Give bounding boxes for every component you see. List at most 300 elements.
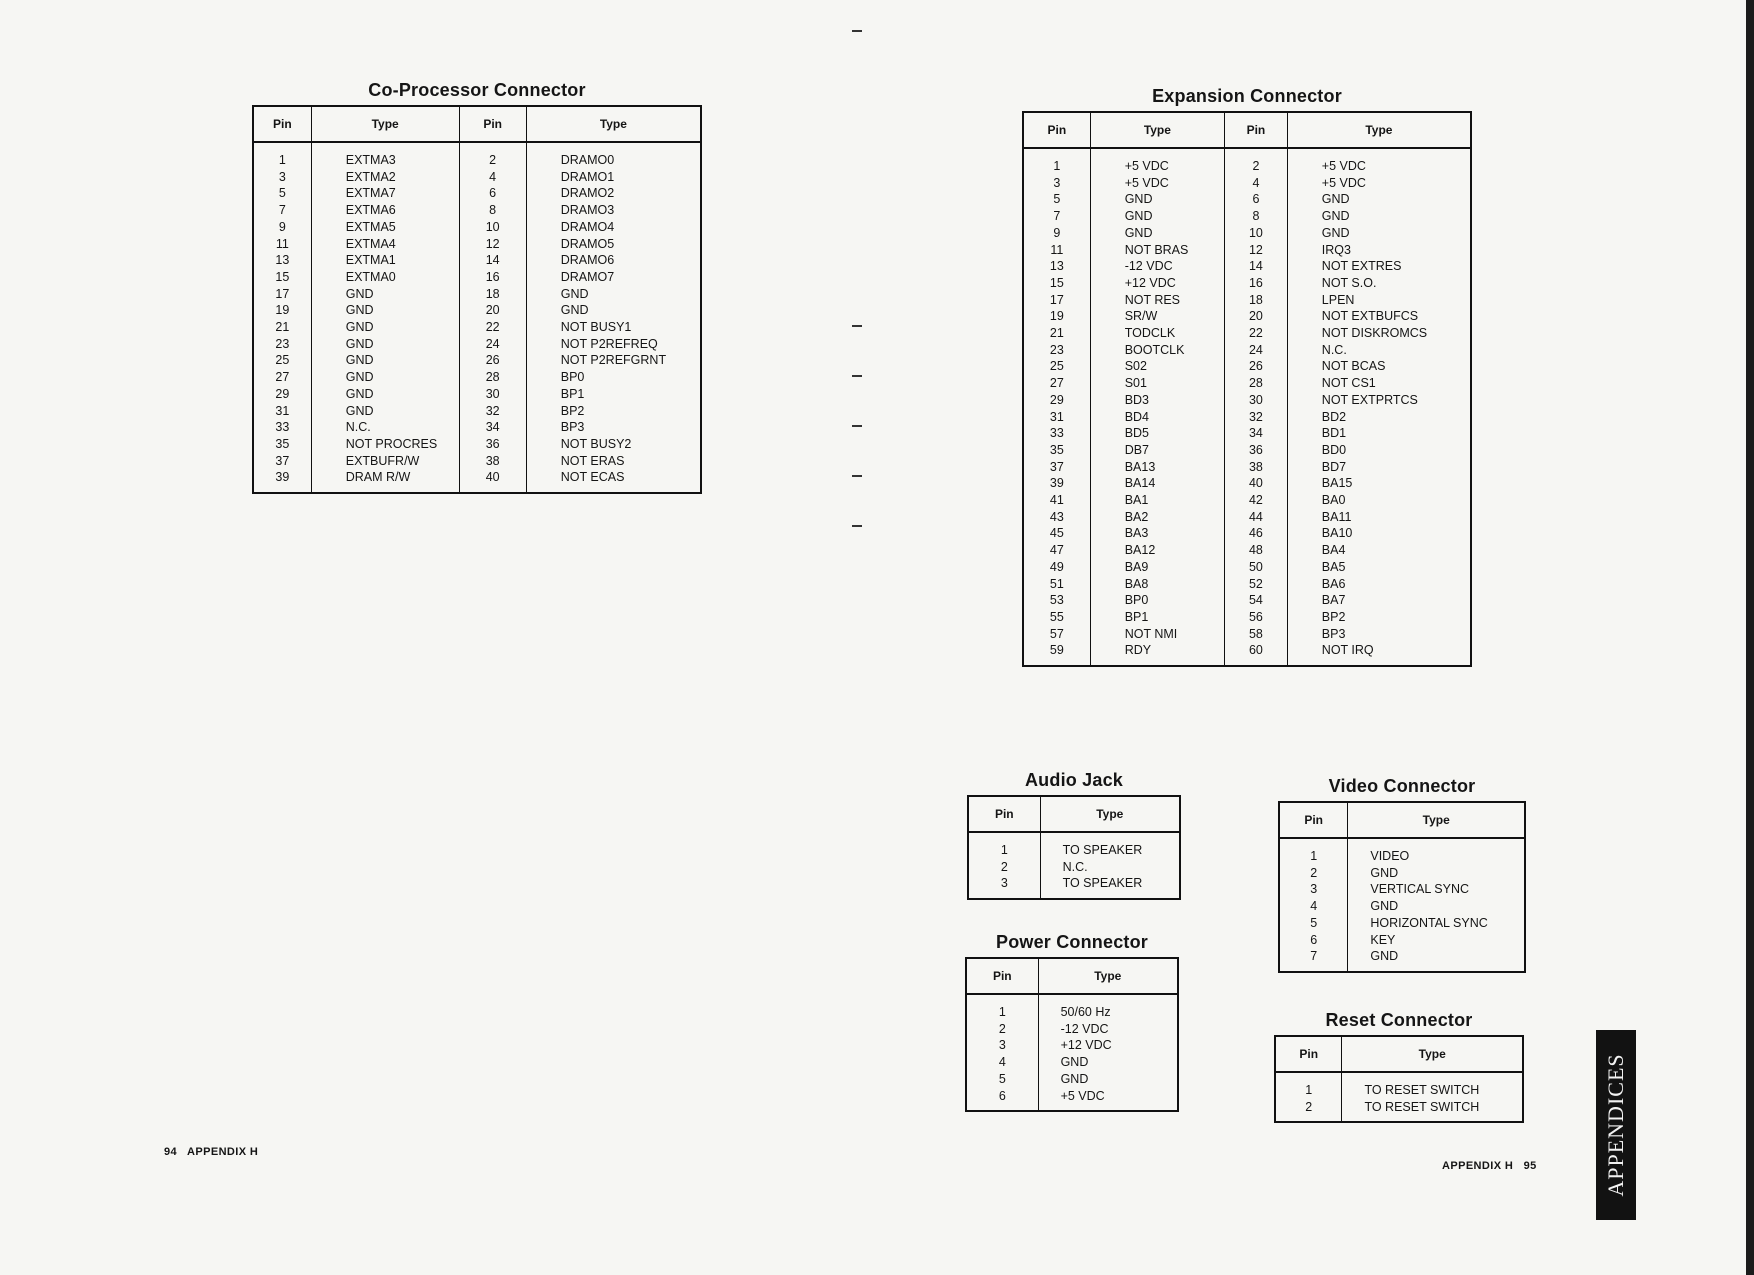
table-row [1023,308,1471,325]
pin-cell: 3 [968,875,1040,899]
pin-cell: 32 [1225,409,1288,426]
type-cell: BA14 [1090,475,1224,492]
type-cell: TO SPEAKER [1040,875,1180,899]
type-cell: GND [1090,208,1224,225]
type-cell: BD0 [1287,442,1471,459]
type-cell: BA12 [1090,542,1224,559]
pin-cell: 20 [459,302,526,319]
table-row [1279,838,1525,865]
pin-cell: 27 [253,369,311,386]
table-row [1023,191,1471,208]
pin-cell: 6 [1225,191,1288,208]
pin-cell: 5 [1023,191,1090,208]
table-row [253,403,701,420]
pin-cell: 29 [1023,392,1090,409]
type-cell: NOT EXTPRTCS [1287,392,1471,409]
type-cell: +5 VDC [1090,175,1224,192]
header-pin: Pin [1023,112,1090,148]
coprocessor-connector [252,80,702,494]
type-cell: LPEN [1287,292,1471,309]
type-cell: GND [1287,225,1471,242]
table-row [253,269,701,286]
pin-cell: 1 [966,994,1038,1021]
pin-cell: 2 [459,142,526,169]
pin-cell: 18 [1225,292,1288,309]
pin-cell: 15 [253,269,311,286]
type-cell: GND [1348,865,1525,882]
left-page-footer [164,1146,258,1158]
type-cell: KEY [1348,932,1525,949]
table-row [1023,576,1471,593]
reset-connector-title: Reset Connector [1325,1010,1473,1030]
type-cell: BP1 [526,386,701,403]
pin-cell: 4 [966,1054,1038,1071]
pin-cell: 20 [1225,308,1288,325]
table-row [1279,898,1525,915]
pin-cell: 54 [1225,592,1288,609]
table-row [253,252,701,269]
type-cell: GND [311,302,459,319]
table-row [1279,881,1525,898]
type-cell: GND [311,319,459,336]
pin-cell: 43 [1023,509,1090,526]
table-row [1023,425,1471,442]
table-row [253,436,701,453]
type-cell: +12 VDC [1090,275,1224,292]
pin-cell: 59 [1023,642,1090,666]
type-cell: TO RESET SWITCH [1342,1099,1523,1123]
type-cell: +5 VDC [1090,148,1224,175]
pin-cell: 10 [1225,225,1288,242]
header-type: Type [1040,796,1180,832]
pin-cell: 40 [1225,475,1288,492]
type-cell: BP0 [526,369,701,386]
type-cell: BOOTCLK [1090,342,1224,359]
pin-cell: 22 [459,319,526,336]
table-row [968,859,1180,876]
pin-cell: 8 [1225,208,1288,225]
pin-cell: 5 [966,1071,1038,1088]
page-number: 95 [1523,1160,1537,1172]
pin-cell: 6 [1279,932,1348,949]
table-row [253,236,701,253]
pin-cell: 7 [1279,948,1348,972]
type-cell: BP2 [1287,609,1471,626]
table-row [1279,948,1525,972]
type-cell: GND [526,286,701,303]
type-cell: NOT RES [1090,292,1224,309]
pin-cell: 12 [1225,242,1288,259]
table-row [1279,932,1525,949]
pin-cell: 2 [1279,865,1348,882]
table-row [966,1037,1178,1054]
type-cell: NOT BRAS [1090,242,1224,259]
table-row [966,994,1178,1021]
type-cell: BD7 [1287,459,1471,476]
pin-cell: 44 [1225,509,1288,526]
video-connector-table [1278,801,1526,973]
pin-cell: 32 [459,403,526,420]
header-pin: Pin [459,106,526,142]
table-row [253,419,701,436]
pin-cell: 47 [1023,542,1090,559]
table-row [966,1071,1178,1088]
pin-cell: 27 [1023,375,1090,392]
type-cell: DRAMO1 [526,169,701,186]
pin-cell: 5 [1279,915,1348,932]
table-row [1023,208,1471,225]
table-row [1279,915,1525,932]
video-connector [1278,776,1526,973]
table-row [1023,542,1471,559]
pin-cell: 33 [1023,425,1090,442]
type-cell: GND [1038,1071,1178,1088]
pin-cell: 45 [1023,525,1090,542]
type-cell: GND [311,369,459,386]
pin-cell: 25 [253,352,311,369]
pin-cell: 51 [1023,576,1090,593]
type-cell: BA15 [1287,475,1471,492]
pin-cell: 14 [1225,258,1288,275]
pin-cell: 19 [253,302,311,319]
reset-connector-table [1274,1035,1524,1123]
pin-cell: 6 [459,185,526,202]
pin-cell: 29 [253,386,311,403]
pin-cell: 50 [1225,559,1288,576]
type-cell: NOT BUSY1 [526,319,701,336]
table-row [966,1021,1178,1038]
pin-cell: 39 [1023,475,1090,492]
type-cell: -12 VDC [1090,258,1224,275]
type-cell: DRAMO0 [526,142,701,169]
type-cell: +12 VDC [1038,1037,1178,1054]
pin-cell: 34 [459,419,526,436]
pin-cell: 7 [1023,208,1090,225]
type-cell: GND [1287,208,1471,225]
pin-cell: 21 [253,319,311,336]
pin-cell: 36 [1225,442,1288,459]
table-row [253,302,701,319]
pin-cell: 26 [1225,358,1288,375]
power-connector-table [965,957,1179,1112]
type-cell: BP2 [526,403,701,420]
header-pin: Pin [1225,112,1288,148]
table-row [968,832,1180,859]
type-cell: BP0 [1090,592,1224,609]
type-cell: BA5 [1287,559,1471,576]
pin-cell: 28 [459,369,526,386]
pin-cell: 18 [459,286,526,303]
type-cell: RDY [1090,642,1224,666]
pin-cell: 40 [459,469,526,493]
type-cell: BA4 [1287,542,1471,559]
type-cell: GND [311,336,459,353]
type-cell: +5 VDC [1287,148,1471,175]
header-type: Type [526,106,701,142]
pin-cell: 35 [253,436,311,453]
header-type: Type [1348,802,1525,838]
type-cell: BD1 [1287,425,1471,442]
table-row [1023,342,1471,359]
coprocessor-connector-title: Co-Processor Connector [368,80,586,100]
left-page [0,0,860,1275]
type-cell: GND [526,302,701,319]
table-row [1275,1072,1523,1099]
pin-cell: 48 [1225,542,1288,559]
type-cell: DRAMO6 [526,252,701,269]
pin-cell: 42 [1225,492,1288,509]
pin-cell: 58 [1225,626,1288,643]
type-cell: EXTMA5 [311,219,459,236]
type-cell: N.C. [1287,342,1471,359]
table-row [1023,242,1471,259]
pin-cell: 26 [459,352,526,369]
type-cell: BA8 [1090,576,1224,593]
header-type: Type [1287,112,1471,148]
type-cell: NOT IRQ [1287,642,1471,666]
table-row [1023,175,1471,192]
pin-cell: 13 [253,252,311,269]
header-type: Type [311,106,459,142]
type-cell: +5 VDC [1038,1088,1178,1112]
type-cell: BA3 [1090,525,1224,542]
type-cell: BA9 [1090,559,1224,576]
pin-cell: 49 [1023,559,1090,576]
table-row [968,875,1180,899]
pin-cell: 4 [1279,898,1348,915]
type-cell: BP3 [526,419,701,436]
table-row [1023,375,1471,392]
type-cell: EXTMA6 [311,202,459,219]
pin-cell: 7 [253,202,311,219]
type-cell: GND [1038,1054,1178,1071]
type-cell: EXTBUFR/W [311,453,459,470]
table-row [1023,525,1471,542]
table-row [966,1054,1178,1071]
type-cell: GND [1348,948,1525,972]
pin-cell: 14 [459,252,526,269]
header-type: Type [1038,958,1178,994]
table-row [253,169,701,186]
type-cell: +5 VDC [1287,175,1471,192]
type-cell: BA11 [1287,509,1471,526]
pin-cell: 2 [966,1021,1038,1038]
pin-cell: 1 [1023,148,1090,175]
table-row [253,336,701,353]
pin-cell: 8 [459,202,526,219]
type-cell: EXTMA4 [311,236,459,253]
pin-cell: 28 [1225,375,1288,392]
pin-cell: 37 [253,453,311,470]
pin-cell: 9 [253,219,311,236]
pin-cell: 41 [1023,492,1090,509]
table-row [1023,292,1471,309]
type-cell: -12 VDC [1038,1021,1178,1038]
table-row [253,219,701,236]
pin-cell: 35 [1023,442,1090,459]
pin-cell: 3 [966,1037,1038,1054]
appendices-tab-label: APPENDICES [1603,1053,1628,1197]
table-row [1023,609,1471,626]
expansion-connector-title: Expansion Connector [1152,86,1342,106]
table-row [1023,392,1471,409]
table-row [253,453,701,470]
audio-jack [967,770,1181,900]
type-cell: BD5 [1090,425,1224,442]
type-cell: GND [1287,191,1471,208]
audio-jack-table [967,795,1181,900]
pin-cell: 1 [253,142,311,169]
pin-cell: 1 [1279,838,1348,865]
pin-cell: 5 [253,185,311,202]
type-cell: EXTMA0 [311,269,459,286]
table-row [1023,592,1471,609]
type-cell: BA10 [1287,525,1471,542]
header-pin: Pin [1279,802,1348,838]
right-page-footer [1442,1160,1537,1172]
type-cell: DRAM R/W [311,469,459,493]
type-cell: BD4 [1090,409,1224,426]
type-cell: BD2 [1287,409,1471,426]
pin-cell: 24 [459,336,526,353]
type-cell: BA7 [1287,592,1471,609]
type-cell: BA0 [1287,492,1471,509]
pin-cell: 15 [1023,275,1090,292]
reset-connector [1274,1010,1524,1123]
coprocessor-connector-table [252,105,702,494]
expansion-connector [1022,86,1472,667]
type-cell: VIDEO [1348,838,1525,865]
table-row [1279,865,1525,882]
type-cell: EXTMA7 [311,185,459,202]
scan-edge [1746,0,1754,1275]
type-cell: NOT S.O. [1287,275,1471,292]
video-connector-title: Video Connector [1328,776,1476,796]
type-cell: BA2 [1090,509,1224,526]
pin-cell: 30 [459,386,526,403]
type-cell: EXTMA2 [311,169,459,186]
type-cell: NOT DISKROMCS [1287,325,1471,342]
pin-cell: 31 [253,403,311,420]
footer-label: APPENDIX H [187,1146,259,1158]
type-cell: SR/W [1090,308,1224,325]
table-row [1023,275,1471,292]
table-row [1023,442,1471,459]
type-cell: DRAMO2 [526,185,701,202]
type-cell: NOT PROCRES [311,436,459,453]
pin-cell: 3 [1279,881,1348,898]
type-cell: BD3 [1090,392,1224,409]
expansion-connector-table [1022,111,1472,667]
footer-label: APPENDIX H [1442,1160,1514,1172]
pin-cell: 25 [1023,358,1090,375]
pin-cell: 3 [253,169,311,186]
pin-cell: 30 [1225,392,1288,409]
pin-cell: 2 [1275,1099,1342,1123]
type-cell: N.C. [1040,859,1180,876]
pin-cell: 53 [1023,592,1090,609]
table-row [253,352,701,369]
type-cell: NOT P2REFGRNT [526,352,701,369]
pin-cell: 3 [1023,175,1090,192]
pin-cell: 22 [1225,325,1288,342]
type-cell: DRAMO3 [526,202,701,219]
table-row [1023,225,1471,242]
pin-cell: 46 [1225,525,1288,542]
table-row [253,142,701,169]
pin-cell: 36 [459,436,526,453]
type-cell: DRAMO5 [526,236,701,253]
pin-cell: 1 [1275,1072,1342,1099]
type-cell: TO RESET SWITCH [1342,1072,1523,1099]
type-cell: VERTICAL SYNC [1348,881,1525,898]
type-cell: IRQ3 [1287,242,1471,259]
table-row [1023,626,1471,643]
header-pin: Pin [966,958,1038,994]
header-type: Type [1090,112,1224,148]
table-row [1023,358,1471,375]
type-cell: BP3 [1287,626,1471,643]
header-type: Type [1342,1036,1523,1072]
pin-cell: 16 [1225,275,1288,292]
type-cell: GND [1090,225,1224,242]
pin-cell: 57 [1023,626,1090,643]
pin-cell: 10 [459,219,526,236]
type-cell: 50/60 Hz [1038,994,1178,1021]
table-row [1275,1099,1523,1123]
type-cell: GND [311,352,459,369]
type-cell: DB7 [1090,442,1224,459]
pin-cell: 34 [1225,425,1288,442]
audio-jack-title: Audio Jack [1024,770,1124,790]
pin-cell: 23 [1023,342,1090,359]
type-cell: DRAMO7 [526,269,701,286]
table-row [253,319,701,336]
pin-cell: 24 [1225,342,1288,359]
type-cell: HORIZONTAL SYNC [1348,915,1525,932]
pin-cell: 38 [1225,459,1288,476]
table-row [966,1088,1178,1112]
table-row [1023,642,1471,666]
pin-cell: 12 [459,236,526,253]
type-cell: NOT NMI [1090,626,1224,643]
pin-cell: 52 [1225,576,1288,593]
pin-cell: 6 [966,1088,1038,1112]
header-pin: Pin [968,796,1040,832]
pin-cell: 11 [253,236,311,253]
pin-cell: 4 [1225,175,1288,192]
pin-cell: 38 [459,453,526,470]
pin-cell: 2 [1225,148,1288,175]
type-cell: NOT CS1 [1287,375,1471,392]
pin-cell: 4 [459,169,526,186]
power-connector [965,932,1179,1112]
type-cell: GND [311,286,459,303]
pin-cell: 39 [253,469,311,493]
type-cell: NOT P2REFREQ [526,336,701,353]
type-cell: N.C. [311,419,459,436]
type-cell: DRAMO4 [526,219,701,236]
type-cell: BP1 [1090,609,1224,626]
table-row [1023,325,1471,342]
type-cell: BA6 [1287,576,1471,593]
table-row [1023,409,1471,426]
pin-cell: 55 [1023,609,1090,626]
table-row [253,185,701,202]
type-cell: NOT BCAS [1287,358,1471,375]
type-cell: NOT EXTRES [1287,258,1471,275]
table-row [1023,459,1471,476]
